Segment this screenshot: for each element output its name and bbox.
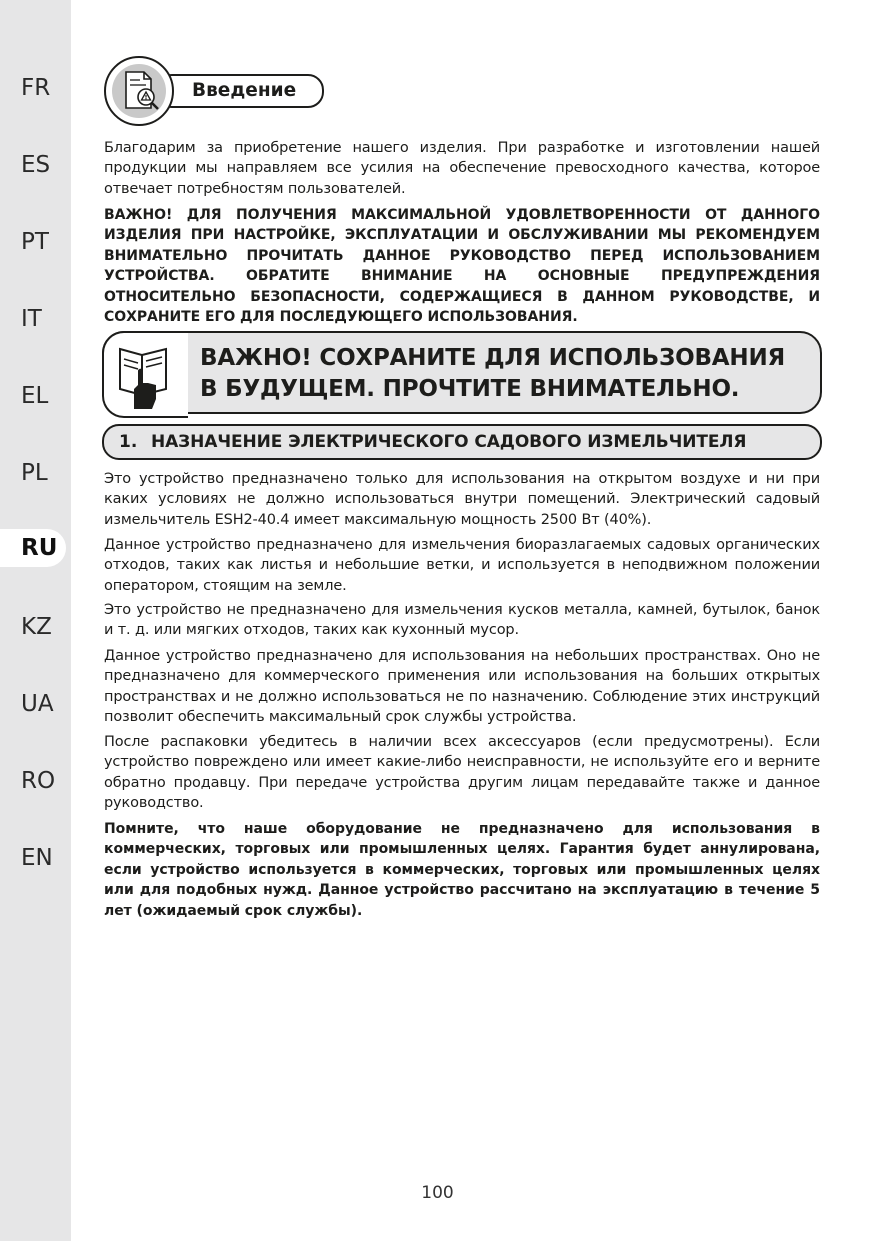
page-number: 100	[421, 1183, 454, 1203]
usage-paragraph-5: После распаковки убедитесь в наличии всех аксессуаров (если предусмотрены). Если устройство повреждено или имеет какие-либо неисправности, не используйте его и верните обратно продавцу. При передаче устройства другим лицам передавайте также и данное руководство.	[104, 734, 820, 812]
lang-tab-kz[interactable]: KZ	[21, 614, 52, 640]
lang-tab-ro[interactable]: RO	[21, 768, 56, 794]
lang-tab-pl[interactable]: PL	[21, 460, 48, 486]
section-1-header	[102, 424, 822, 460]
lang-tab-fr[interactable]: FR	[21, 75, 51, 101]
section-title: НАЗНАЧЕНИЕ ЭЛЕКТРИЧЕСКОГО САДОВОГО ИЗМЕЛЬЧИТЕЛЯ	[151, 432, 747, 452]
intro-icon-circle	[104, 56, 174, 126]
document-warning-icon	[112, 64, 166, 118]
intro-title: Введение	[192, 80, 297, 101]
usage-paragraph-3: Это устройство не предназначено для измельчения кусков металла, камней, бутылок, банок и т. д. или мягких отходов, таких как кухонный мусор.	[104, 602, 820, 639]
lang-tab-ru-active[interactable]: RU	[0, 529, 66, 567]
commercial-use-notice: Помните, что наше оборудование не предназначено для использования в коммерческих, торговых или промышленных целях. Гарантия будет аннулирована, если устройство используется в коммерческих, торговых или промышленных целях или для подобных нужд. Данное устройство рассчитано на эксплуатацию в течение 5 лет (ожидаемый срок службы).	[104, 821, 820, 919]
warning-title: ВАЖНО! СОХРАНИТЕ ДЛЯ ИСПОЛЬЗОВАНИЯ В БУДУЩЕМ. ПРОЧТИТЕ ВНИМАТЕЛЬНО.	[200, 345, 786, 402]
lang-tab-el[interactable]: EL	[21, 383, 49, 409]
lang-tab-ua[interactable]: UA	[21, 691, 54, 717]
important-notice-paragraph: ВАЖНО! ДЛЯ ПОЛУЧЕНИЯ МАКСИМАЛЬНОЙ УДОВЛЕТВОРЕННОСТИ ОТ ДАННОГО ИЗДЕЛИЯ ПРИ НАСТРОЙКЕ, ЭКСПЛУАТАЦИИ И ОБСЛУЖИВАНИИ МЫ РЕКОМЕНДУЕМ ВНИМАТЕЛЬНО ПРОЧИТАТЬ ДАННОЕ РУКОВОДСТВО ПЕРЕД ИСПОЛЬЗОВАНИЕМ УСТРОЙСТВА. ОБРАТИТЕ ВНИМАНИЕ НА ОСНОВНЫЕ ПРЕДУПРЕЖДЕНИЯ ОТНОСИТЕЛЬНО БЕЗОПАСНОСТИ, СОДЕРЖАЩИЕСЯ В ДАННОМ РУКОВОДСТВЕ, И СОХРАНИТЕ ЕГО ДЛЯ ПОСЛЕДУЮЩЕГО ИСПОЛЬЗОВАНИЯ.	[104, 207, 820, 326]
lang-tab-en[interactable]: EN	[21, 845, 53, 871]
usage-paragraph-1: Это устройство предназначено только для использования на открытом воздухе и ни при каких условиях не должно использоваться внутри помещений. Электрический садовый измельчитель ESH2-40.4 имеет максимальную мощность 2500 Вт (40%).	[104, 471, 820, 528]
usage-paragraph-4: Данное устройство предназначено для использования на небольших пространствах. Оно не предназначено для коммерческого применения или использования на больших открытых пространствах и не должно использоваться не по назначению. Соблюдение этих инструкций позволит обеспечить максимальный срок службы устройства.	[104, 648, 820, 726]
intro-heading	[104, 56, 344, 128]
section-number: 1.	[119, 432, 138, 452]
important-warning-box	[102, 331, 822, 414]
usage-paragraph-2: Данное устройство предназначено для измельчения биоразлагаемых садовых органических отходов, таких как листья и небольшие ветки, и используется в неподвижном положении оператором, стоящим на земле.	[104, 537, 820, 594]
lang-tab-es[interactable]: ES	[21, 152, 51, 178]
lang-tab-it[interactable]: IT	[21, 306, 42, 332]
read-manual-icon	[102, 331, 188, 418]
lang-tab-pt[interactable]: PT	[21, 229, 49, 255]
intro-paragraph: Благодарим за приобретение нашего изделия. При разработке и изготовлении нашей продукции мы направляем все усилия на обеспечение превосходного качества, которое отвечает потребностям пользователей.	[104, 140, 820, 197]
